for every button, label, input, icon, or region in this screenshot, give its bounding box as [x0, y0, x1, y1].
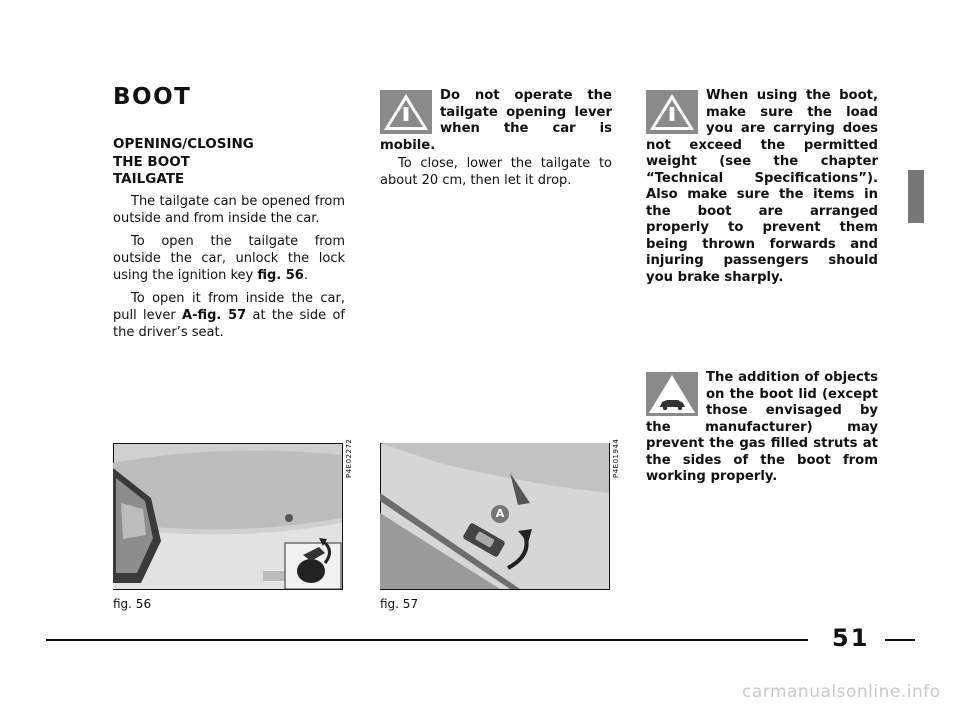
- car-warning-icon: [646, 372, 698, 416]
- figure-57-caption: fig. 57: [380, 597, 419, 611]
- section-heading: BOOT: [113, 84, 192, 110]
- warning-boot-lid: [646, 370, 878, 486]
- subheading-line-3: TAILGATE: [113, 171, 185, 187]
- figure-56-caption: fig. 56: [113, 597, 152, 611]
- paragraph-inside: [113, 290, 345, 341]
- outside-text: To open the tailgate from outside the car, unlock the lock using the ignition key: [113, 234, 345, 283]
- warning-triangle-icon: [380, 90, 432, 134]
- subheading-line-2: THE BOOT: [113, 153, 190, 170]
- paragraph-outside: [113, 233, 345, 284]
- paragraph-closing: To close, lower the tailgate to about 20 cm, then let it drop.: [380, 156, 612, 188]
- figure-57: [380, 443, 610, 590]
- subheading-line-1: OPENING/CLOSING: [113, 136, 254, 152]
- watermark: carmanualsonline.info: [742, 682, 941, 702]
- warning-triangle-icon: [646, 90, 698, 134]
- inside-end: at the side of the driver’s seat.: [113, 308, 345, 340]
- footer-rule-right: [885, 639, 915, 641]
- warning-tailgate: [380, 88, 612, 154]
- footer-rule-left: [46, 639, 808, 641]
- page-number: 51: [832, 624, 870, 652]
- subheading: [113, 136, 254, 189]
- column-1-body: [113, 193, 345, 347]
- warning-tailgate-text: Do not operate the tailgate opening lever when the car is mobile.: [380, 88, 612, 153]
- paragraph-opening: The tailgate can be opened from outside and from inside the car.: [113, 194, 345, 226]
- fig-57-ref: A-fig. 57: [182, 308, 247, 323]
- figure-57-label-a: A: [495, 507, 505, 520]
- inside-text: To open it from inside the car, pull lever: [113, 291, 345, 323]
- warning-boot-lid-text: The addition of objects on the boot lid (except those envisaged by the manufacturer) may prevent the gas filled struts at the sides of the boot from working properly.: [646, 370, 878, 484]
- figure-56-code: P4E02272: [345, 438, 353, 478]
- outside-end: .: [303, 268, 308, 283]
- warning-load: [646, 88, 878, 286]
- section-tab: [908, 170, 924, 223]
- fig-56-ref: fig. 56: [257, 268, 304, 283]
- figure-56-illustration: [113, 443, 343, 590]
- figure-56: [113, 443, 343, 590]
- figure-57-code: P4E01944: [612, 438, 620, 478]
- warning-load-text: When using the boot, make sure the load you are carrying does not exceed the permitted weight (see the chapter “Technical Specifications”). Also make sure the items in the boot are arranged properly to prevent them being thrown forwards and injuring passengers should you brake sharply.: [646, 88, 878, 285]
